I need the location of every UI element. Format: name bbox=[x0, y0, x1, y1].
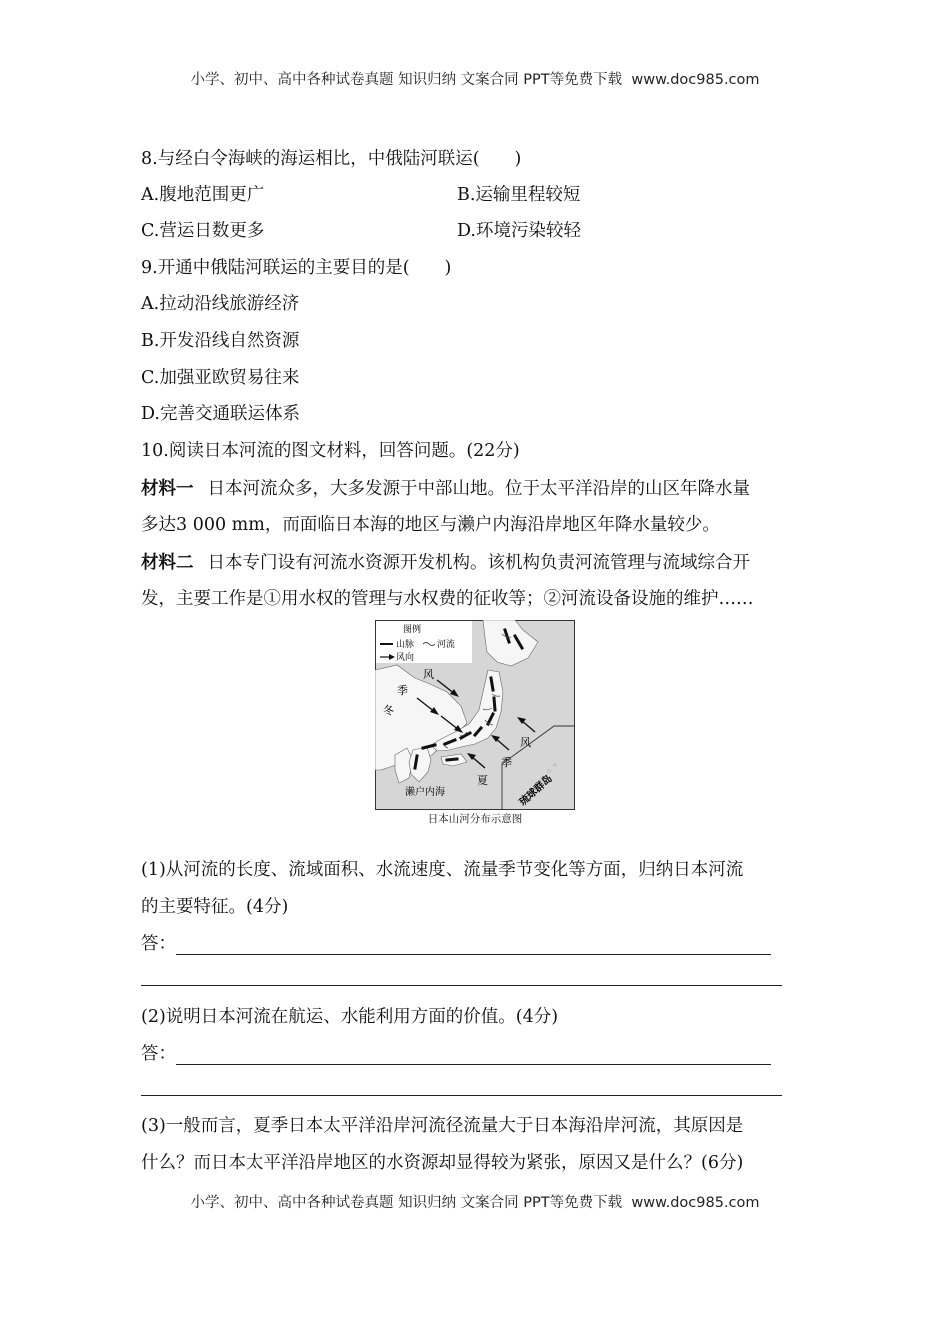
header-text: 小学、初中、高中各种试卷真题 知识归纳 文案合同 PPT等免费下载 bbox=[190, 72, 623, 88]
q9-option-c: C.加强亚欧贸易往来 bbox=[141, 368, 300, 388]
material-1-label: 材料一 bbox=[141, 479, 194, 499]
q10-sub1-line-1: (1)从河流的长度、流域面积、水流速度、流量季节变化等方面，归纳日本河流 bbox=[141, 860, 744, 880]
answer-blank-1[interactable] bbox=[176, 954, 771, 955]
legend-title: 图例 bbox=[403, 625, 422, 635]
header-url: www.doc985.com bbox=[631, 72, 760, 88]
page-header bbox=[0, 68, 950, 89]
q9-stem: 9.开通中俄陆河联运的主要目的是( ) bbox=[141, 258, 452, 278]
material-2-label: 材料二 bbox=[141, 553, 194, 573]
answer-label-2: 答： bbox=[141, 1044, 176, 1064]
q10-sub3-line-2: 什么？而日本太平洋沿岸地区的水资源却显得较为紧张，原因又是什么？(6分) bbox=[141, 1153, 744, 1173]
material-2-line-2: 发，主要工作是①用水权的管理与水权费的征收等；②河流设备设施的维护…… bbox=[141, 589, 754, 609]
material-1-text-1: 日本河流众多，大多发源于中部山地。位于太平洋沿岸的山区年降水量 bbox=[207, 479, 750, 499]
q8-option-b: B.运输里程较短 bbox=[457, 185, 581, 205]
material-1-line-1 bbox=[141, 475, 750, 500]
map-caption: 日本山河分布示意图 bbox=[427, 813, 523, 825]
page-footer bbox=[0, 1191, 950, 1212]
material-2-line-1 bbox=[141, 549, 750, 574]
setonaikai-label: 濑户内海 bbox=[405, 787, 445, 798]
answer-blank-2[interactable] bbox=[141, 985, 782, 986]
summer-char-1: 夏 bbox=[477, 774, 488, 787]
answer-blank-3[interactable] bbox=[176, 1064, 771, 1065]
footer-url: www.doc985.com bbox=[631, 1195, 760, 1211]
summer-char-3: 风 bbox=[520, 736, 531, 749]
material-1-line-2: 多达3 000 mm，而面临日本海的地区与濑户内海沿岸地区年降水量较少。 bbox=[141, 515, 720, 535]
q8-option-c: C.营运日数更多 bbox=[141, 221, 265, 241]
q10-sub3-line-1: (3)一般而言，夏季日本太平洋沿岸河流径流量大于日本海沿岸河流，其原因是 bbox=[141, 1116, 744, 1136]
q9-option-d: D.完善交通联运体系 bbox=[141, 404, 300, 424]
q10-stem: 10.阅读日本河流的图文材料，回答问题。(22分) bbox=[141, 441, 520, 461]
q8-stem: 8.与经白令海峡的海运相比，中俄陆河联运( ) bbox=[141, 149, 522, 169]
q8-option-d: D.环境污染较轻 bbox=[457, 221, 581, 241]
answer-line-3 bbox=[141, 1040, 771, 1065]
answer-label-1: 答： bbox=[141, 934, 176, 954]
legend-river: 河流 bbox=[437, 640, 456, 650]
summer-char-2: 季 bbox=[501, 756, 512, 769]
material-2-text-1: 日本专门设有河流水资源开发机构。该机构负责河流管理与流域综合开 bbox=[207, 553, 750, 573]
q9-option-b: B.开发沿线自然资源 bbox=[141, 331, 300, 351]
q10-sub2: (2)说明日本河流在航运、水能利用方面的价值。(4分) bbox=[141, 1007, 559, 1027]
ryukyu-label: 琉球群岛 bbox=[517, 773, 555, 809]
legend-wind: 风向 bbox=[396, 653, 415, 663]
q9-option-a: A.拉动沿线旅游经济 bbox=[141, 294, 300, 314]
winter-char-1: 冬 bbox=[383, 704, 394, 717]
q8-option-a: A.腹地范围更广 bbox=[141, 185, 265, 205]
winter-char-2: 季 bbox=[397, 684, 408, 697]
answer-line-1 bbox=[141, 930, 771, 955]
japan-rivers-map bbox=[375, 620, 575, 810]
answer-blank-4[interactable] bbox=[141, 1095, 782, 1096]
footer-text: 小学、初中、高中各种试卷真题 知识归纳 文案合同 PPT等免费下载 bbox=[190, 1195, 623, 1211]
legend-mountain: 山脉 bbox=[396, 640, 415, 650]
winter-char-3: 风 bbox=[423, 668, 434, 681]
q10-sub1-line-2: 的主要特征。(4分) bbox=[141, 897, 289, 917]
